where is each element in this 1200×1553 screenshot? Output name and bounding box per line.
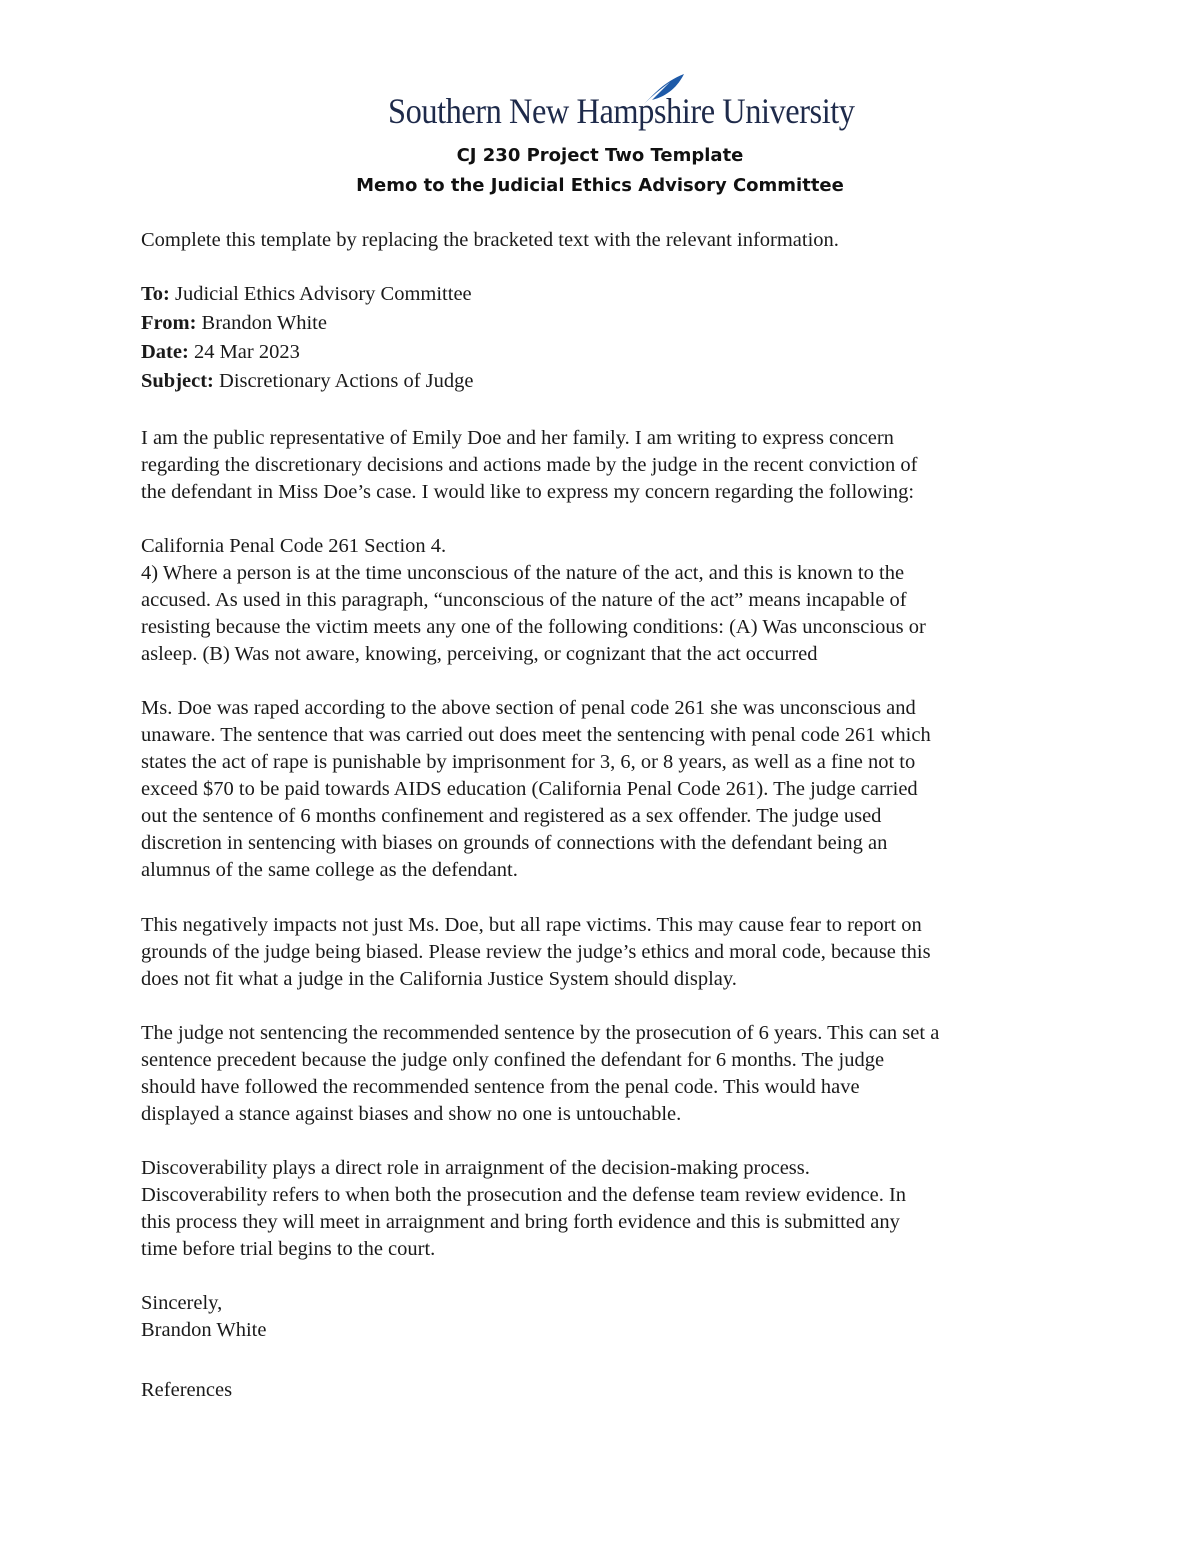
memo-date-line [141,339,1071,366]
paragraph-impact [141,912,1071,993]
to-label: To: [141,283,170,305]
text-line: time before trial begins to the court. [141,1238,436,1260]
text-line: Ms. Doe was raped according to the above section of penal code 261 she was unconscious and [141,697,916,719]
text-line: states the act of rape is punishable by imprisonment for 3, 6, or 8 years, as well as a fine not to [141,751,916,773]
text-line: unaware. The sentence that was carried out does meet the sentencing with penal code 261 which [141,724,931,746]
subject-value: Discretionary Actions of Judge [219,370,474,392]
signature: Brandon White [141,1319,267,1341]
text-line: Discoverability plays a direct role in arraignment of the decision-making process. [141,1157,810,1179]
date-label: Date: [141,341,189,363]
text-line: does not fit what a judge in the California Justice System should display. [141,968,737,990]
text-line: 4) Where a person is at the time unconscious of the nature of the act, and this is known to the [141,562,905,584]
text-line: asleep. (B) Was not aware, knowing, perceiving, or cognizant that the act occurred [141,643,818,665]
text-line: resisting because the victim meets any one of the following conditions: (A) Was unconscious or [141,616,926,638]
memo-to-line [141,281,1071,308]
university-name: Southern New Hampshire University [388,91,855,131]
text-line: sentence precedent because the judge only confined the defendant for 6 months. The judge [141,1049,885,1071]
paragraph-sentence [141,695,1071,884]
paragraph-intro [141,425,1071,506]
paragraph-penal-code [141,533,1071,668]
subject-label: Subject: [141,370,214,392]
closing [141,1290,1071,1344]
from-label: From: [141,312,197,334]
text-line: out the sentence of 6 months confinement and registered as a sex offender. The judge used [141,805,882,827]
paragraph-discoverability [141,1155,1071,1263]
text-line: exceed $70 to be paid towards AIDS education (California Penal Code 261). The judge carried [141,778,918,800]
text-line: displayed a stance against biases and show no one is untouchable. [141,1103,682,1125]
text-line: discretion in sentencing with biases on grounds of connections with the defendant being an [141,832,888,854]
salutation: Sincerely, [141,1292,223,1314]
document-subtitle: Memo to the Judicial Ethics Advisory Committee [356,175,844,196]
text-line: should have followed the recommended sentence from the penal code. This would have [141,1076,860,1098]
references-heading: References [141,1379,233,1401]
paragraph-precedent [141,1020,1071,1128]
university-logo [388,72,855,134]
text-line: I am the public representative of Emily Doe and her family. I am writing to express concern [141,427,894,449]
text-line: this process they will meet in arraignment and bring forth evidence and this is submitted any [141,1211,900,1233]
date-value: 24 Mar 2023 [193,341,300,363]
from-value: Brandon White [201,312,327,334]
text-line: regarding the discretionary decisions and actions made by the judge in the recent conviction of [141,454,918,476]
document-title: CJ 230 Project Two Template [456,145,744,166]
memo-subject-line [141,368,1071,395]
text-line: alumnus of the same college as the defendant. [141,859,518,881]
memo-from-line [141,310,1071,337]
text-line: the defendant in Miss Doe’s case. I would like to express my concern regarding the following: [141,481,915,503]
text-line: accused. As used in this paragraph, “unconscious of the nature of the act” means incapable of [141,589,907,611]
instructions-text: Complete this template by replacing the bracketed text with the relevant information. [141,229,839,251]
text-line: grounds of the judge being biased. Please review the judge’s ethics and moral code, because this [141,941,931,963]
text-line: California Penal Code 261 Section 4. [141,535,447,557]
text-line: The judge not sentencing the recommended sentence by the prosecution of 6 years. This can set a [141,1022,940,1044]
text-line: Discoverability refers to when both the prosecution and the defense team review evidence. In [141,1184,907,1206]
text-line: This negatively impacts not just Ms. Doe, but all rape victims. This may cause fear to report on [141,914,922,936]
to-value: Judicial Ethics Advisory Committee [175,283,472,305]
